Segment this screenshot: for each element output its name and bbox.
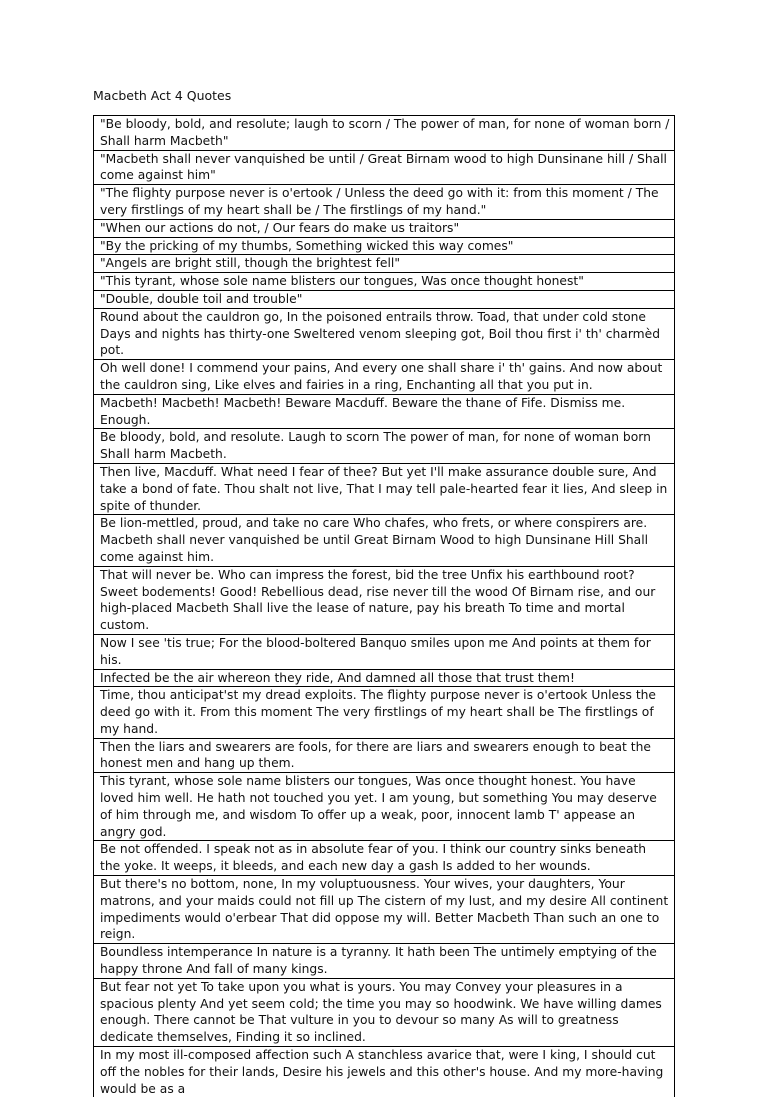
table-row: [94, 290, 675, 308]
table-row: [94, 978, 675, 1046]
quote-cell: "This tyrant, whose sole name blisters our tongues, Was once thought honest": [94, 273, 675, 291]
table-row: [94, 185, 675, 220]
table-row: [94, 429, 675, 464]
table-row: [94, 308, 675, 359]
table-row: [94, 669, 675, 687]
quote-cell: "When our actions do not, / Our fears do make us traitors": [94, 219, 675, 237]
quote-cell: Time, thou anticipat'st my dread exploits. The flighty purpose never is o'ertook Unless the deed go with it. From this moment The very firstlings of my heart shall be The firstlings of my hand.: [94, 687, 675, 738]
table-row: [94, 219, 675, 237]
quote-cell: Boundless intemperance In nature is a tyranny. It hath been The untimely emptying of the happy throne And fall of many kings.: [94, 944, 675, 979]
quote-cell: "Angels are bright still, though the brightest fell": [94, 255, 675, 273]
table-row: [94, 463, 675, 514]
quotes-table: [93, 115, 675, 1097]
table-row: [94, 841, 675, 876]
quote-cell: Then live, Macduff. What need I fear of thee? But yet I'll make assurance double sure, And take a bond of fate. Thou shalt not live, That I may tell pale-hearted fear it lies, And sleep in spite of thunder.: [94, 463, 675, 514]
table-row: [94, 1047, 675, 1097]
table-row: [94, 394, 675, 429]
table-row: [94, 273, 675, 291]
quote-cell: Then the liars and swearers are fools, for there are liars and swearers enough to beat the honest men and hang up them.: [94, 738, 675, 773]
table-row: [94, 150, 675, 185]
table-row: [94, 687, 675, 738]
quote-cell: "By the pricking of my thumbs, Something wicked this way comes": [94, 237, 675, 255]
page-title: Macbeth Act 4 Quotes: [93, 88, 232, 103]
table-row: [94, 876, 675, 944]
quote-cell: Round about the cauldron go, In the poisoned entrails throw. Toad, that under cold stone Days and nights has thirty-one Sweltered venom sleeping got, Boil thou first i' th' charmèd pot.: [94, 308, 675, 359]
quote-cell: But there's no bottom, none, In my voluptuousness. Your wives, your daughters, Your matrons, and your maids could not fill up The cistern of my lust, and my desire All continent impediments would o'erbear That did oppose my will. Better Macbeth Than such an one to reign.: [94, 876, 675, 944]
quote-cell: Now I see 'tis true; For the blood-boltered Banquo smiles upon me And points at them for his.: [94, 634, 675, 669]
quote-cell: "The flighty purpose never is o'ertook / Unless the deed go with it: from this moment / The very firstlings of my heart shall be / The firstlings of my hand.": [94, 185, 675, 220]
quote-cell: Oh well done! I commend your pains, And every one shall share i' th' gains. And now about the cauldron sing, Like elves and fairies in a ring, Enchanting all that you put in.: [94, 360, 675, 395]
quote-cell: "Double, double toil and trouble": [94, 290, 675, 308]
quote-cell: Be bloody, bold, and resolute. Laugh to scorn The power of man, for none of woman born Shall harm Macbeth.: [94, 429, 675, 464]
table-row: [94, 116, 675, 151]
table-row: [94, 773, 675, 841]
table-row: [94, 566, 675, 634]
quote-cell: That will never be. Who can impress the forest, bid the tree Unfix his earthbound root? Sweet bodements! Good! Rebellious dead, rise never till the wood Of Birnam rise, and our high-placed Macbeth Shall live the lease of nature, pay his breath To time and mortal custom.: [94, 566, 675, 634]
quote-cell: Macbeth! Macbeth! Macbeth! Beware Macduff. Beware the thane of Fife. Dismiss me. Enough.: [94, 394, 675, 429]
table-row: [94, 360, 675, 395]
table-row: [94, 515, 675, 566]
quote-cell: "Macbeth shall never vanquished be until / Great Birnam wood to high Dunsinane hill / Shall come against him": [94, 150, 675, 185]
quote-cell: "Be bloody, bold, and resolute; laugh to scorn / The power of man, for none of woman born / Shall harm Macbeth": [94, 116, 675, 151]
quote-cell: Be not offended. I speak not as in absolute fear of you. I think our country sinks beneath the yoke. It weeps, it bleeds, and each new day a gash Is added to her wounds.: [94, 841, 675, 876]
table-row: [94, 738, 675, 773]
quote-cell: Be lion-mettled, proud, and take no care Who chafes, who frets, or where conspirers are. Macbeth shall never vanquished be until Great Birnam Wood to high Dunsinane Hill Shall come against him.: [94, 515, 675, 566]
table-row: [94, 634, 675, 669]
table-row: [94, 944, 675, 979]
quote-cell: But fear not yet To take upon you what is yours. You may Convey your pleasures in a spacious plenty And yet seem cold; the time you may so hoodwink. We have willing dames enough. There cannot be That vulture in you to devour so many As will to greatness dedicate themselves, Finding it so inclined.: [94, 978, 675, 1046]
table-row: [94, 237, 675, 255]
quote-cell: This tyrant, whose sole name blisters our tongues, Was once thought honest. You have loved him well. He hath not touched you yet. I am young, but something You may deserve of him through me, and wisdom To offer up a weak, poor, innocent lamb T' appease an angry god.: [94, 773, 675, 841]
quote-cell: Infected be the air whereon they ride, And damned all those that trust them!: [94, 669, 675, 687]
quote-cell: In my most ill-composed affection such A stanchless avarice that, were I king, I should cut off the nobles for their lands, Desire his jewels and this other's house. And my more-having would be as a: [94, 1047, 675, 1097]
table-row: [94, 255, 675, 273]
